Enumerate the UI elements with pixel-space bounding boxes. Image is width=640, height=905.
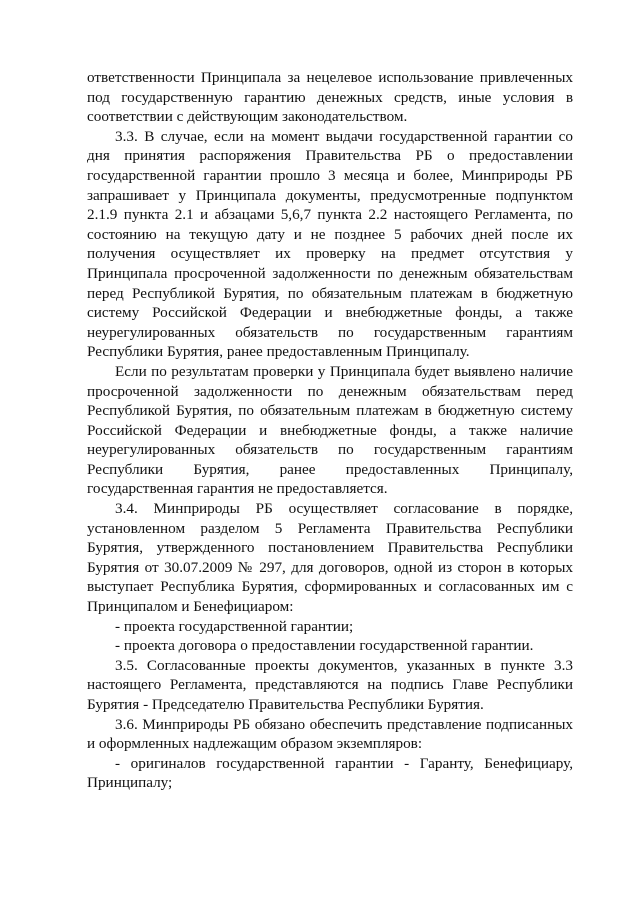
- list-item-contract-draft: - проекта договора о предоставлении государственной гарантии.: [115, 637, 534, 655]
- paragraph-check-result: Если по результатам проверки у Принципала будет выявлено наличие просроченной задолженности по денежным обязательствам перед Республикой Бурятия, по обязательным платежам в бюджетную систему Российской Федерации и внебюджетные фонды, а также наличие неурегулированных обязательств по государственным гарантиям Республики Бурятия, ранее предоставленных Принципалу, государственная гарантия не предоставляется.: [87, 362, 573, 498]
- document-body: [87, 68, 573, 793]
- paragraph-3-3: 3.3. В случае, если на момент выдачи государственной гарантии со дня принятия распоряжения Правительства РБ о предоставлении государственной гарантии прошло 3 месяца и более, Минприроды РБ запрашивает у Принципала документы, предусмотренные подпунктом 2.1.9 пункта 2.1 и абзацами 5,6,7 пункта 2.2 настоящего Регламента, по состоянию на текущую дату и не позднее 5 рабочих дней после их получения осуществляет их проверку на предмет отсутствия у Принципала просроченной задолженности по денежным обязательствам перед Республикой Бурятия, по обязательным платежам в бюджетную систему Российской Федерации и внебюджетные фонды, а также неурегулированных обязательств по государственным гарантиям Республики Бурятия, ранее предоставленным Принципалу.: [87, 127, 573, 361]
- paragraph-3-6: 3.6. Минприроды РБ обязано обеспечить представление подписанных и оформленных надлежащим образом экземпляров:: [87, 715, 573, 753]
- list-item-originals: - оригиналов государственной гарантии - Гаранту, Бенефициару, Принципалу;: [87, 754, 573, 792]
- paragraph-continuation: ответственности Принципала за нецелевое использование привлеченных под государственную гарантию денежных средств, иные условия в соответствии с действующим законодательством.: [87, 69, 573, 126]
- paragraph-3-5: 3.5. Согласованные проекты документов, указанных в пункте 3.3 настоящего Регламента, представляются на подпись Главе Республики Бурятия - Председателю Правительства Республики Бурятия.: [87, 656, 573, 713]
- paragraph-3-4: 3.4. Минприроды РБ осуществляет согласование в порядке, установленном разделом 5 Регламента Правительства Республики Бурятия, утвержденного постановлением Правительства Республики Бурятия от 30.07.2009 № 297, для договоров, одной из сторон в которых выступает Республика Бурятия, сформированных и согласованных им с Принципалом и Бенефициаром:: [87, 500, 573, 616]
- list-item-guarantee-draft: - проекта государственной гарантии;: [115, 617, 354, 635]
